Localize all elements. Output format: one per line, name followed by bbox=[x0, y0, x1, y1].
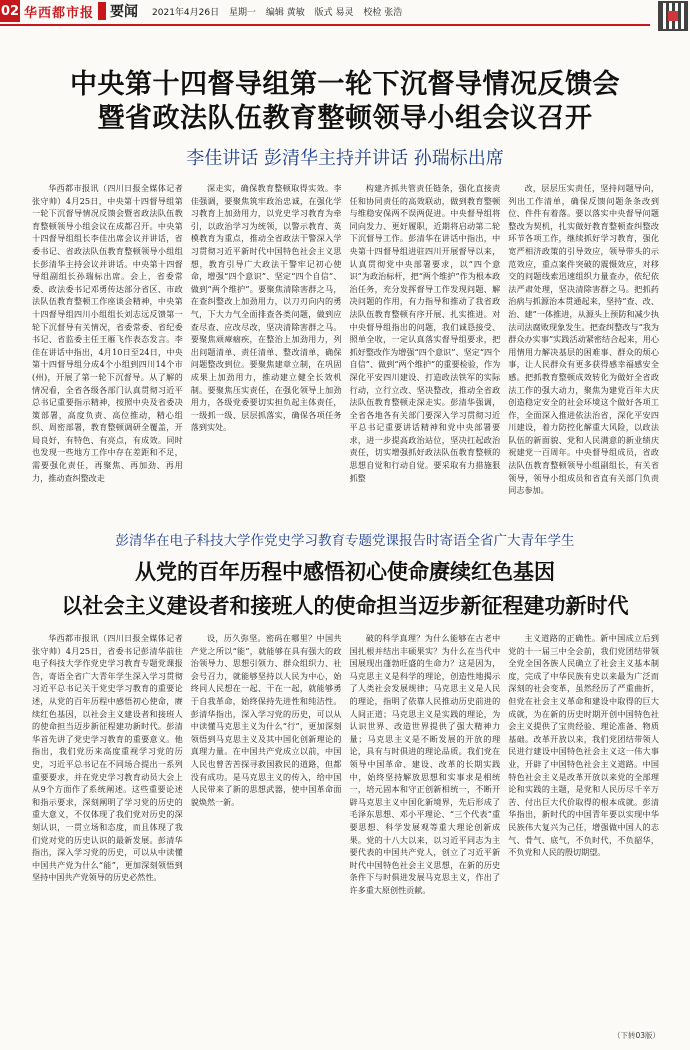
story1-headline-line2: 暨省政法队伍教育整顿领导小组会议召开 bbox=[97, 103, 593, 134]
story2-column-4 bbox=[508, 632, 659, 1036]
story1-column-3 bbox=[350, 182, 501, 566]
story2-paragraph: 华西都市报讯（四川日报全媒体记者 张守帅）4月25日，省委书记彭清华前往电子科技大学作党史学习教育专题党课报告，寄语全省广大青年学生深入学习贯彻习近平总书记关于党史学习教育的重要论述，从党的百年历程中感悟初心使命，赓续红色基因，以社会主义建设者和接班人的使命担当迈步新征程建功新时代。彭清华首先讲了党史学习教育的重要意义。他指出，我们党历来高度重视学习党的历史，习近平总书记在不同场合提出一系列重要要求，并在党史学习教育动员大会上从9个方面作了系统阐述。这些重要论述和指示要求，深刻阐明了学习党的历史的重大意义，不仅体现了我们党对历史的深刻认识，一贯立场和态度，而且体现了我们党对党的历史认识的最新发展。彭清华指出，深入学习党的历史，可以从中读懂中国共产党为什么“能”，更加深刻领悟到坚持中国共产党领导的历史必然性。 bbox=[32, 633, 183, 883]
story2-paragraph: 设，历久弥坚。密码在哪里？中国共产党之所以“能”，就能够在具有强大的政治领导力、思想引领力、群众组织力、社会号召力，就能够坚持以人民为中心，始终同人民想在一起、干在一起，就能够勇于自我革命，始终保持先进性和纯洁性。彭清华指出，深入学习党的历史，可以从中读懂马克思主义为什么“行”，更加深刻领悟到马克思主义及其中国化创新理论的真理力量。在中国共产党成立以前，中国人民也曾苦苦探寻救国救民的道路，但都没有成功。是马克思主义的传入，给中国人民带来了新的思想武器，使中国革命面貌焕然一新。 bbox=[190, 633, 342, 807]
story2-headline-line1: 从党的百年历程中感悟初心使命赓续红色基因 bbox=[135, 559, 555, 584]
editor-credit: 编辑 黄敏 bbox=[265, 7, 305, 18]
masthead bbox=[0, 0, 690, 22]
continued-note: （下转03版） bbox=[612, 1031, 660, 1040]
story2-column-3 bbox=[350, 632, 501, 1036]
story2-paragraph: 主义道路的正确性。新中国成立后到党的十一届三中全会前，我们党团结带领全党全国各族人民确立了社会主义基本制度，完成了中华民族有史以来最为广泛而深刻的社会变革，虽然经历了严重曲折，但党在社会主义革命和建设中取得的巨大成就，为在新的历史时期开创中国特色社会主义提供了宝贵经验、理论准备、物质基础。改革开放以来，我们党团结带领人民进行建设中国特色社会主义这一伟大事业，开辟了中国特色社会主义道路。中国特色社会主义是改革开放以来党的全部理论和实践的主题，是党和人民历尽千辛万苦、付出巨大代价取得的根本成就。彭清华指出，新时代的中国青年要以实现中华民族伟大复兴为己任，增强做中国人的志气、骨气、底气，不负时代，不负韶华，不负党和人民的殷切期望。 bbox=[508, 633, 659, 858]
qr-code-icon bbox=[658, 1, 688, 31]
story1-headline-line1: 中央第十四督导组第一轮下沉督导情况反馈会 bbox=[70, 69, 620, 100]
page-number: 02 bbox=[0, 0, 20, 22]
designer-credit: 版式 易灵 bbox=[314, 7, 354, 18]
story2-headline-line2: 以社会主义建设者和接班人的使命担当迈步新征程建功新时代 bbox=[61, 593, 629, 618]
story1-column-1 bbox=[32, 182, 183, 566]
masthead-divider bbox=[98, 2, 106, 20]
story1-paragraph: 改，层层压实责任，坚持问题导向，列出工作清单，确保反馈问题条条改到位、件件有着落。要以落实中央督导问题整改为契机，扎实做好教育整顿查纠整改环节各项工作，继续抓好学习教育，强化宽严相济政策的引导效应，领导带头的示范效应，重点案件突破的震慑效应，对移交的问题线索迅速组织力量查办，依纪依法严肃处理，坚决清除害群之马。把抓药治病与抓源治本贯通起来，坚持“查、改、治、建”一体推进，从源头上预防和减少执法司法腐败现象发生。把查纠整改与“我为群众办实事”实践活动紧密结合起来，用心用情用力解决基层的困难事、群众的烦心事，让人民群众有更多获得感幸福感安全感。把抓教育整顿成效转化为做好全省政法工作的强大动力，聚焦为建党百年大庆创造稳定安全的社会环境这个做好各项工作，全面深入推进依法治省，深化平安四川建设，着力防控化解重大风险，以政法队伍的新面貌、党和人民满意的新业绩庆祝建党一百周年。中央督导组成员，省政法队伍教育整顿领导小组副组长，有关省领导，领导小组成员和省直有关部门负责同志参加。 bbox=[508, 183, 659, 496]
story1-column-2 bbox=[191, 182, 342, 566]
issue-weekday: 星期一 bbox=[228, 7, 256, 18]
story1-column-4 bbox=[508, 182, 659, 566]
story1-paragraph: 构建齐抓共管责任链条，强化直接责任和协同责任的高效联动，做到教育整顿与维稳安保两不误两促进。中央督导组将同向发力、更好履职，近期将启动第二轮下沉督导工作。彭清华在讲话中指出，中央第十四督导组进驻四川开展督导以来，认真贯彻党中央部署要求，以“四个意识”为政治标杆，把“两个维护”作为根本政治任务，充分发挥督导工作发现问题、解决问题的作用，有力指导和推动了我省政法队伍教育整顿有序开展、扎实推进。对中央督导组指出的问题，我们诚恳接受、照单全收，一定认真落实督导组要求，把抓好整改作为增强“四个意识”、坚定“四个自信”、做到“两个维护”的重要检验，作为深化平安四川建设、打造政法铁军的实际行动，立行立改、坚决整改，推动全省政法队伍教育整顿走深走实。彭清华强调，全省各地各有关部门要深入学习贯彻习近平总书记重要讲话精神和党中央部署要求，进一步提高政治站位，坚决扛起政治责任，切实增强抓好政法队伍教育整顿的思想自觉和行动自觉。要采取有力措施狠抓整 bbox=[349, 183, 501, 483]
story1-subheadline: 李佳讲话 彭清华主持并讲话 孙瑞标出席 bbox=[186, 148, 504, 169]
proofreader-credit: 校检 张浩 bbox=[363, 7, 403, 18]
story1-paragraph: 华西都市报讯（四川日报全媒体记者 张守帅）4月25日，中央第十四督导组第一轮下沉督导情况反馈会暨省政法队伍教育整顿领导小组会议在成都召开。中央第十四督导组组长李佳出席会议并讲话，省委书记、省政法队伍教育整顿领导小组组长彭清华主持会议并讲话。中央第十四督导组副组长孙瑞标出席。会上，省委常委、政法委书记邓勇传达部分省区、市政法队伍教育整顿工作座谈会精神，中央第十四督导组四川小组组长刘志远反馈第一轮下沉督导有关情况，省委常委、省纪委书记、省监委主任王雁飞作表态发言。李佳在讲话中指出，4月10日至24日，中央第十四督导组分成4个小组到四川14个市(州)，开展了第一轮下沉督导。从了解的情况看，全省各级各部门认真贯彻习近平总书记重要指示精神，按照中央及省委决策部署，高度负责、高位推动，精心组织、周密部署，教育整顿调研全覆盖，开局良好，有特色、有亮点，有成效。同时也发现一些地方工作中存在差距和不足，需要强化责任，再聚焦、再加劲、再用力，推动查纠整改走 bbox=[32, 183, 183, 483]
issue-info bbox=[152, 5, 409, 18]
paper-logo: 华西都市报 bbox=[24, 5, 95, 21]
story2-column-2 bbox=[191, 632, 342, 1036]
story2-paragraph: 破的科学真理？为什么能够在古老中国扎根并结出丰硕果实？为什么在当代中国展现出蓬勃旺盛的生命力？这是因为，马克思主义是科学的理论，创造性地揭示了人类社会发展规律；马克思主义是人民的理论，指明了依靠人民推动历史前进的人间正道；马克思主义是实践的理论，为认识世界、改造世界提供了强大精神力量；马克思主义是不断发展的开放的理论，具有与时俱进的理论品质。我们党在领导中国革命、建设、改革的长期实践中，始终坚持解放思想和实事求是相统一，培元固本和守正创新相统一，不断开辟马克思主义中国化新境界，先后形成了毛泽东思想、邓小平理论、“三个代表”重要思想、科学发展观等重大理论创新成果。党的十八大以来，以习近平同志为主要代表的中国共产党人，创立了习近平新时代中国特色社会主义思想，在新的历史条件下与时俱进发展马克思主义，作出了许多重大原创性贡献。 bbox=[349, 633, 501, 895]
story1-body bbox=[32, 182, 659, 566]
issue-date: 2021年4月26日 bbox=[152, 7, 220, 18]
story2-column-1 bbox=[32, 632, 183, 1036]
section-name: 要闻 bbox=[110, 4, 139, 20]
story1-paragraph: 深走实，确保教育整顿取得实效。李佳强调，要聚焦筑牢政治忠诚，在强化学习教育上加劲用力，以党史学习教育为牵引，以政治学习为统领，以警示教育、英模教育为重点，推动全省政法干警深入学习贯彻习近平新时代中国特色社会主义思想，教育引导广大政法干警牢记初心使命，增强“四个意识”、坚定“四个自信”、做到“两个维护”。要聚焦清除害群之马，在查纠整改上加劲用力，以刀刃向内的勇气，下大力气全面排查各类问题，做到应查尽查、应改尽改，坚决清除害群之马。要聚焦顽瘴痼疾，在整治上加劲用力，列出问题清单、责任清单、整改清单，确保问题整改到位。要聚焦建章立制，在巩固成果上加劲用力，推动建立健全长效机制。要聚焦压实责任，在强化领导上加劲用力，各级党委要切实担负起主体责任，一级抓一级、层层抓落实，确保各项任务落到实处。 bbox=[190, 183, 342, 433]
header-rule bbox=[0, 24, 650, 26]
story2-body bbox=[32, 632, 659, 1036]
story2-kicker: 彭清华在电子科技大学作党史学习教育专题党课报告时寄语全省广大青年学生 bbox=[115, 533, 575, 549]
